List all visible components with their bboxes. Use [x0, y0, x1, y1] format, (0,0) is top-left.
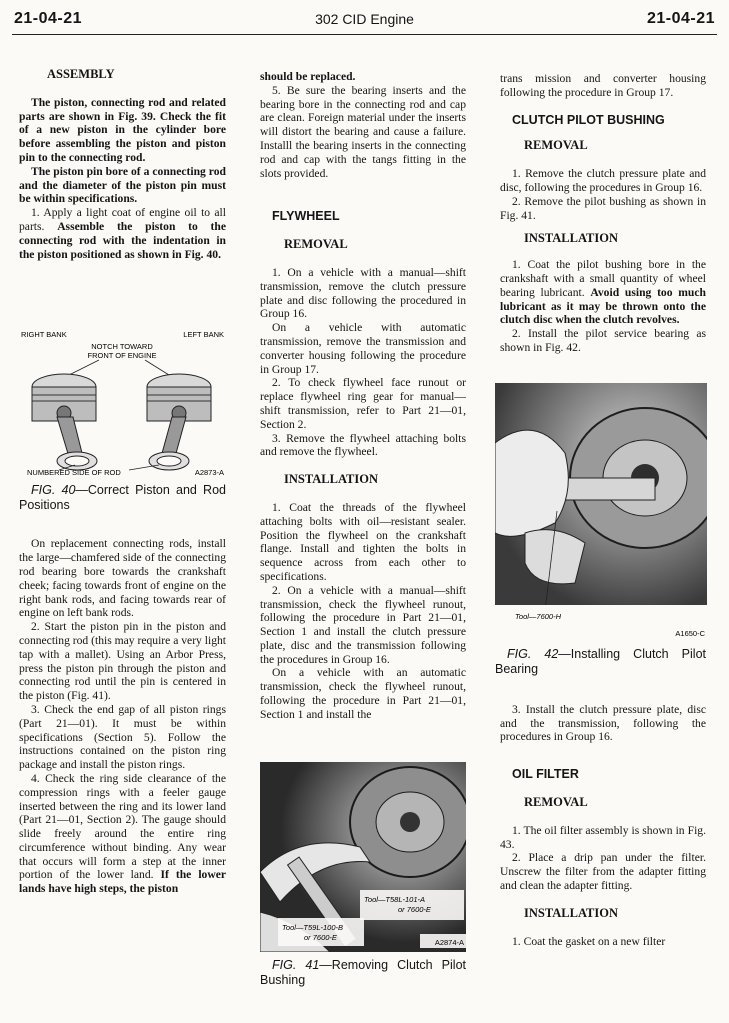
figure-40	[19, 327, 226, 513]
left-bank-piston-icon	[147, 374, 211, 470]
page-number-right: 21-04-21	[646, 10, 715, 27]
fig42-caption: FIG. 42—Installing Clutch Pilot Bearing	[495, 646, 706, 676]
clutch-installation-heading: INSTALLATION	[524, 231, 619, 246]
figure-42	[495, 383, 706, 677]
oil-install-step-1: 1. Coat the gasket on a new filter	[512, 934, 666, 948]
fig41-caption: FIG. 41—Removing Clutch Pilot Bushing	[260, 957, 466, 987]
fig42-tool-label: Tool—7600-H	[515, 611, 561, 621]
fig40-notch-label-2: FRONT OF ENGINE	[87, 351, 157, 361]
fig40-notch-label-1: NOTCH TOWARD	[91, 342, 153, 352]
flywheel-install-step-2: 2. On a vehicle with a manual—shift transmission, check the flywheel runout, following the procedure in Part 21—01, Section 1 and install the clutch pressure plate, disc and the transmission following the procedures in Group 16.	[260, 583, 466, 666]
flywheel-removal-step-3: 3. Remove the flywheel attaching bolts and remove the flywheel.	[260, 431, 466, 459]
assembly-para-2: The piston pin bore of a connecting rod and the diameter of the piston pin must be within specifications.	[19, 164, 226, 206]
fig40-right-bank-label: RIGHT BANK	[21, 330, 67, 340]
flywheel-installation-heading: INSTALLATION	[284, 472, 379, 487]
fig40-caption: FIG. 40—Correct Piston and Rod Positions	[19, 483, 226, 513]
fig42-code: A1650-C	[675, 628, 705, 638]
figure-41	[260, 762, 466, 988]
fig41-code: A2874-A	[434, 937, 464, 947]
fig41-tool-b-label-2: or 7600-E	[304, 932, 337, 942]
page-title: 302 CID Engine	[315, 11, 414, 27]
flywheel-removal-auto: On a vehicle with automatic transmission, remove the transmission and converter housing following the procedure in Group 17.	[260, 321, 466, 376]
figure-40-illustration	[19, 327, 226, 477]
flywheel-removal-heading: REMOVAL	[284, 237, 348, 252]
oil-installation-heading: INSTALLATION	[524, 905, 619, 920]
oil-removal-step-1: 1. The oil filter assembly is shown in Fig. 43.	[500, 823, 706, 851]
assembly-step-4: 4. Check the ring side clearance of the compression rings with a feeler gauge inserted between the ring and its lower land (Part 21—01, Section 2). The gauge should slide freely around the entire ring circumference without binding. Any wear that occurs will form a step at the inner portion of the lower land. If the lower lands have high steps, the piston	[19, 771, 226, 896]
assembly-para-1: The piston, connecting rod and related parts are shown in Fig. 39. Check the fit of a new piston in the cylinder bore before assembling the piston and piston pin to the connecting rod.	[19, 95, 226, 164]
assembly-step-1: 1. Apply a light coat of engine oil to all parts. Assemble the piston to the connecting rod with the indentation in the piston positioned as shown in Fig. 40.	[19, 206, 226, 261]
fig41-tool-a-label-1: Tool—T58L-101-A	[364, 894, 426, 904]
flywheel-install-auto: On a vehicle with an automatic transmission, check the flywheel runout, following the procedure in Part 21—01, Section 1 and install the	[260, 666, 466, 721]
clutch-pilot-bushing-heading: CLUTCH PILOT BUSHING	[512, 112, 665, 127]
column-3	[495, 72, 706, 948]
assembly-heading: ASSEMBLY	[47, 67, 115, 81]
fig41-tool-a-label-2: or 7600-E	[398, 904, 431, 914]
fig41-tool-b-label-1: Tool—T59L-100-B	[282, 922, 344, 932]
figure-42-photo	[495, 383, 707, 641]
clutch-install-step-2: 2. Install the pilot service bearing as shown in Fig. 42.	[500, 327, 706, 354]
right-bank-piston-icon	[32, 374, 97, 470]
column-2	[260, 70, 466, 988]
oil-filter-heading: OIL FILTER	[512, 767, 579, 782]
page-number-left: 21-04-21	[14, 10, 83, 27]
clutch-install-step-3: 3. Install the clutch pressure plate, disc and the transmission, following the procedures in Group 16.	[500, 702, 706, 744]
fig40-numbered-side-label: NUMBERED SIDE OF ROD	[27, 468, 121, 478]
figure-41-photo	[260, 762, 466, 952]
flywheel-heading: FLYWHEEL	[272, 209, 340, 224]
flywheel-removal-step-1: 1. On a vehicle with a manual—shift transmission, remove the clutch pressure plate and disc following the procedured in Group 16.	[260, 265, 466, 321]
fig40-code: A2873-A	[194, 468, 224, 478]
fig40-left-bank-label: LEFT BANK	[183, 330, 224, 340]
assembly-para-replacement: On replacement connecting rods, install the large—chamfered side of the connecting rod bearing bore towards the crankshaft cheek; facing towards front of engine on the right bank rods, and facing towards rear of engine on left bank rods.	[19, 537, 226, 620]
assembly-step-5: 5. Be sure the bearing inserts and the bearing bore in the connecting rod and cap are clean. Foreign material under the inserts will distort the bearing and cause a failure. Installl the bearing inserts in the connecting rod and cap with the tangs fitting in the slots provided.	[260, 83, 466, 180]
clutch-removal-step-1: 1. Remove the clutch pressure plate and disc, following the procedures in Group 16.	[500, 167, 706, 194]
page-header	[12, 8, 717, 35]
clutch-install-step-1: 1. Coat the pilot bushing bore in the crankshaft with a small quantity of wheel bearing lubricant. Avoid using too much lubricant as it may be thrown onto the clutch disc when the clutch revolves.	[500, 258, 706, 327]
flywheel-install-step-1: 1. Coat the threads of the flywheel attaching bolts with oil—resistant sealer. Position the flywheel on the crankshaft flange. Install and tighten the bolts in sequence across from each other to specifications.	[260, 500, 466, 583]
clutch-removal-step-2: 2. Remove the pilot bushing as shown in Fig. 41.	[500, 194, 706, 222]
oil-removal-step-2: 2. Place a drip pan under the filter. Unscrew the filter from the adapter fitting and clean the adapter fitting.	[500, 851, 706, 892]
assembly-step-2: 2. Start the piston pin in the piston and connecting rod (this may require a very light tap with a mallet). Using an Arbor Press, press the piston pin through the piston and connecting rod until the pin is centered in the piston (Fig. 41).	[19, 620, 227, 703]
assembly-step-3: 3. Check the end gap of all piston rings (Part 21—01). It must be within specifications (Section 5). Follow the instructions contained on the piston ring package and install the piston rings.	[19, 702, 226, 772]
clutch-removal-heading: REMOVAL	[524, 138, 588, 153]
assembly-continued: should be replaced.	[260, 70, 356, 83]
flywheel-install-continued: trans mission and converter housing following the procedure in Group 17.	[500, 72, 706, 99]
oil-removal-heading: REMOVAL	[524, 794, 588, 809]
column-1	[19, 68, 226, 896]
flywheel-removal-step-2: 2. To check flywheel face runout or replace flywheel ring gear for manual—shift transmission, refer to Part 21—01, Section 2.	[260, 376, 466, 431]
